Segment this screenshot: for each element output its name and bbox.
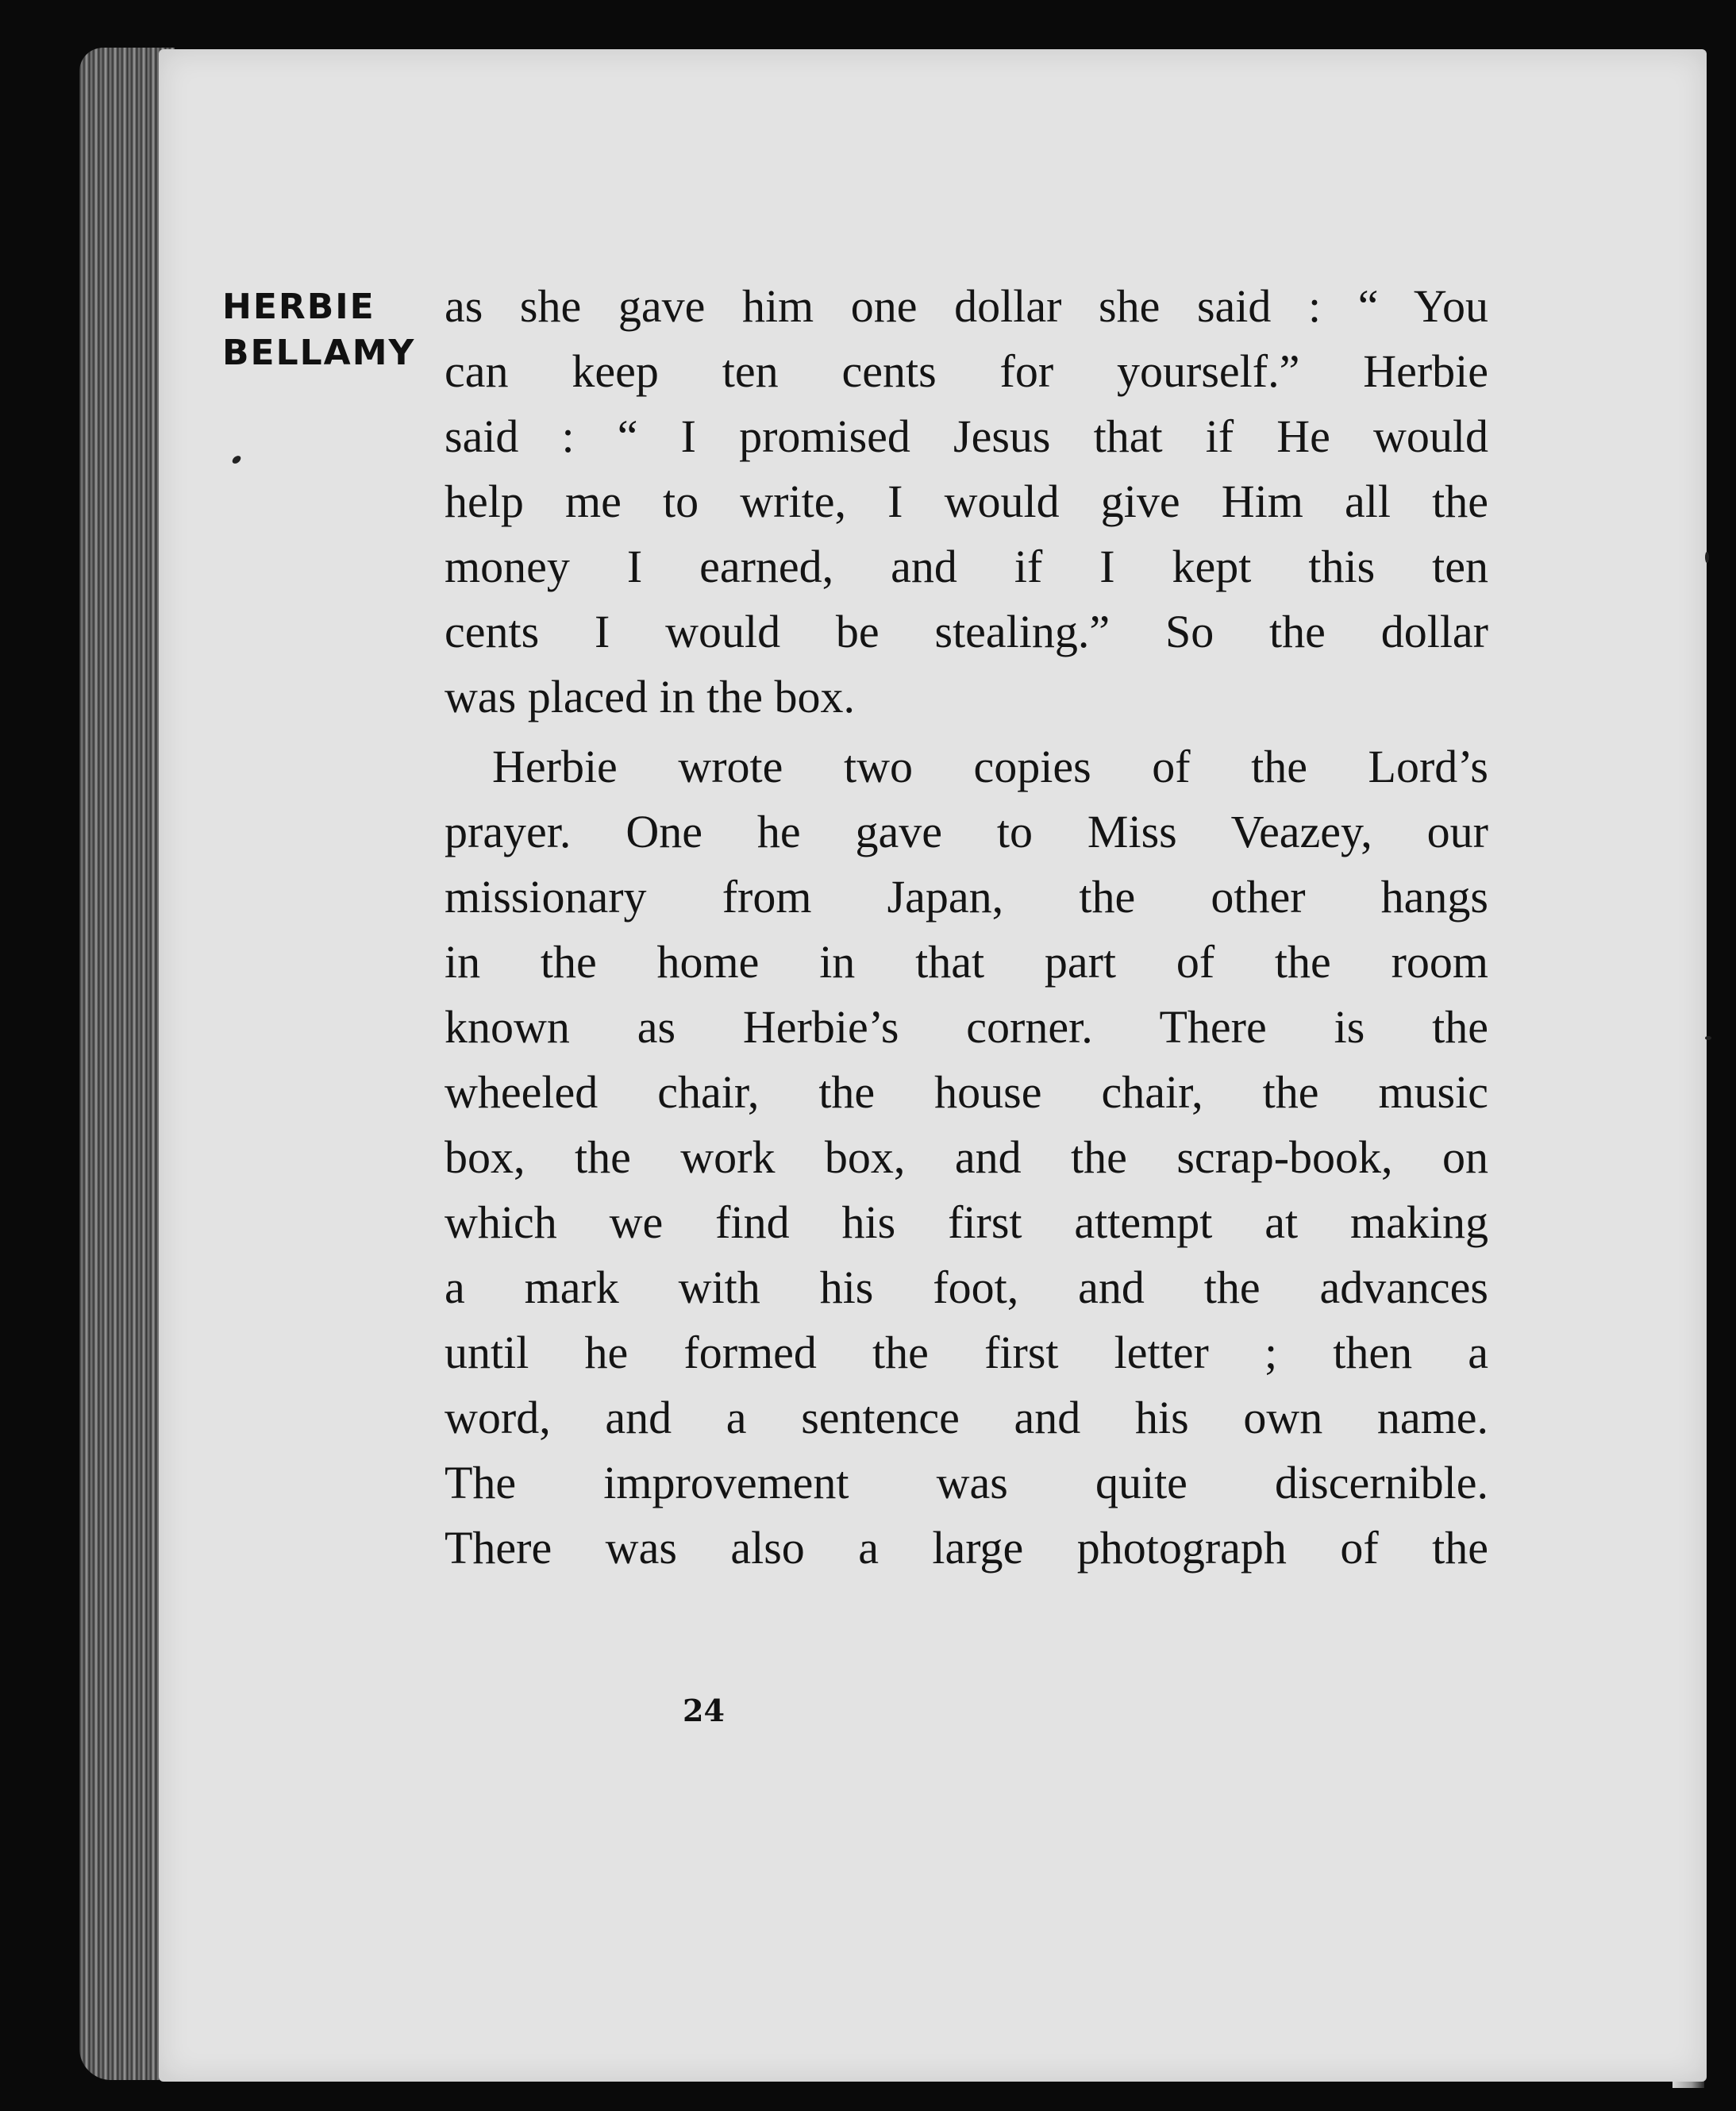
running-head-line-2: BELLAMY: [222, 333, 416, 373]
paragraph-2: [445, 734, 1488, 1581]
text-line: money I earned, and if I kept this ten: [445, 541, 1488, 592]
text-line: Herbie wrote two copies of the Lord’s: [492, 741, 1488, 792]
text-line: There was also a large photograph of the: [445, 1522, 1488, 1574]
ink-speck: [1705, 1036, 1711, 1040]
text-line: until he formed the first letter ; then a: [445, 1327, 1488, 1378]
text-line: wheeled chair, the house chair, the music: [445, 1066, 1488, 1118]
page-number: 24: [683, 1693, 725, 1728]
text-line: prayer. One he gave to Miss Veazey, our: [445, 806, 1488, 857]
paragraph-1: [445, 274, 1488, 730]
text-line: help me to write, I would give Him all the: [445, 476, 1488, 527]
text-line: which we find his first attempt at making: [445, 1196, 1488, 1248]
text-line: a mark with his foot, and the advances: [445, 1262, 1488, 1313]
text-line: The improvement was quite discernible.: [445, 1457, 1488, 1508]
text-line: in the home in that part of the room: [445, 936, 1488, 988]
text-line: was placed in the box.: [445, 671, 856, 722]
text-line: can keep ten cents for yourself.” Herbie: [445, 345, 1488, 397]
text-line: word, and a sentence and his own name.: [445, 1392, 1488, 1443]
text-line: missionary from Japan, the other hangs: [445, 871, 1488, 923]
text-line: cents I would be stealing.” So the dollar: [445, 606, 1488, 657]
text-line: as she gave him one dollar she said : “ You: [445, 280, 1488, 332]
running-head: [222, 284, 415, 376]
text-line: known as Herbie’s corner. There is the: [445, 1001, 1488, 1053]
body-text: [445, 274, 1488, 1581]
text-line: said : “ I promised Jesus that if He would: [445, 410, 1488, 462]
running-head-line-1: HERBIE: [222, 287, 375, 327]
text-line: box, the work box, and the scrap-book, on: [445, 1131, 1488, 1183]
ink-speck: [1705, 552, 1709, 563]
